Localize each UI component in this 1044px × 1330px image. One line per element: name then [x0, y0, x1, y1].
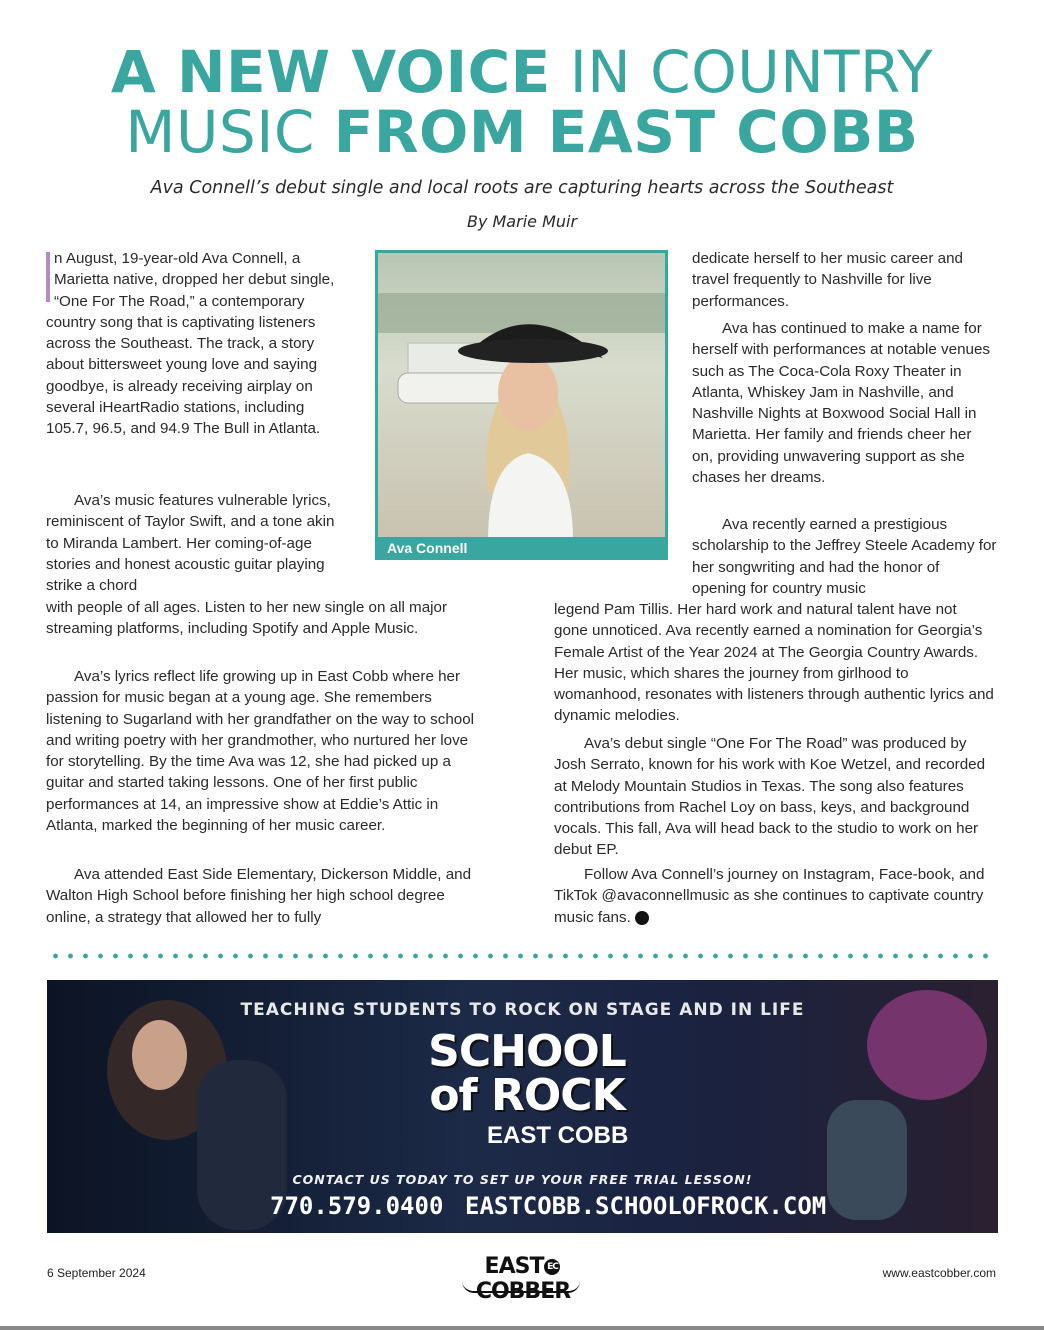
footer-logo-left: EAST: [484, 1254, 544, 1279]
ad-logo-line2: of ROCK: [429, 1070, 625, 1121]
footer-page-date: 6 September 2024: [47, 1266, 146, 1280]
headline-light-2: MUSIC: [125, 98, 334, 166]
photo-caption: Ava Connell: [375, 537, 668, 560]
article-paragraph-4: Ava attended East Side Elementary, Dickerson Middle, and Walton High School before finishing her high school degree online, a strategy that allowed her to fully: [46, 866, 472, 926]
article-paragraph-1: [46, 248, 336, 440]
headline-light-1: IN COUNTRY: [550, 38, 934, 106]
footer-logo: [448, 1254, 598, 1304]
footer-url-link[interactable]: www.eastcobber.com: [882, 1266, 996, 1280]
ad-phone[interactable]: 770.579.0400: [270, 1192, 444, 1220]
headline: [0, 38, 1044, 166]
ad-figure-drummer: [827, 1100, 907, 1220]
article-paragraph-6: Ava has continued to make a name for herself with performances at notable venues such as The Coca-Cola Roxy Theater in Atlanta, Whiskey Jam in Nashville, and Nashville Nights at Boxwood Social Hall in Marietta. Her family and friends cheer her on, providing unwavering support as she chases her dreams.: [692, 320, 991, 487]
paragraph-1-rest: a Marietta native, dropped her debut single, “One For The Road,” a contemporary country song that is captivating listeners across the Southeast. The track, a story about bittersweet young love and saying goodbye, is already receiving airplay on several iHeartRadio stations, including 105.7, 96.5, and 94.9 The Bull in Atlanta.: [46, 250, 335, 438]
article-paragraph-9: [554, 864, 994, 928]
ad-logo-line1: SCHOOL: [428, 1026, 626, 1077]
article-paragraph-2-cont: with people of all ages. Listen to her new single on all major streaming platforms, including Spotify and Apple Music.: [46, 599, 448, 638]
ad-url-link[interactable]: EASTCOBB.SCHOOLOFROCK.COM: [465, 1192, 827, 1220]
headline-bold-1: A NEW VOICE: [110, 38, 551, 106]
page-bottom-rule: [0, 1326, 1044, 1330]
subtitle: Ava Connell’s debut single and local roots are capturing hearts across the Southeast: [150, 178, 894, 198]
article-paragraph-5: dedicate herself to her music career and travel frequently to Nashville for live performances.: [692, 250, 963, 310]
ad-tagline: TEACHING STUDENTS TO ROCK ON STAGE AND IN LIFE: [240, 1000, 805, 1020]
article-paragraph-7: Ava recently earned a prestigious scholarship to the Jeffrey Steele Academy for her songwriting and had the honor of opening for country music: [692, 516, 997, 597]
article-paragraph-3: Ava’s lyrics reflect life growing up in East Cobb where her passion for music began at a young age. She remembers listening to Sugarland with her grandfather on the way to school and writing poetry with her grandmother, who nurtured her love for storytelling. By the time Ava was 12, she had picked up a guitar and started taking lessons. One of her first public performances at 14, an impressive show at Eddie’s Attic in Atlanta, marked the beginning of her music career.: [46, 668, 475, 835]
school-of-rock-ad[interactable]: [47, 980, 998, 1233]
end-mark-icon: EC: [635, 911, 649, 925]
headline-bold-2: FROM EAST COBB: [333, 98, 919, 166]
dotted-divider: [48, 953, 998, 959]
paragraph-9-text: Follow Ava Connell’s journey on Instagram, Face-book, and TikTok @avaconnellmusic as she continues to captivate country music fans.: [554, 866, 985, 926]
paragraph-1-first: n August, 19-year-old Ava Connell,: [54, 250, 288, 267]
article-paragraph-8: Ava’s debut single “One For The Road” was produced by Josh Serrato, known for his work with Koe Wetzel, and recorded at Melody Mountain Studios in Texas. The song also features contributions from Rachel Loy on bass, keys, and background vocals. This fall, Ava will head back to the studio to work on her debut EP.: [554, 735, 986, 859]
ad-cta: CONTACT US TODAY TO SET UP YOUR FREE TRIAL LESSON!: [292, 1172, 753, 1187]
footer-logo-right: COBBER: [475, 1279, 571, 1304]
byline: By Marie Muir: [466, 212, 578, 231]
article-paragraph-2: Ava’s music features vulnerable lyrics, reminiscent of Taylor Swift, and a tone akin to Miranda Lambert. Her coming-of-age stories and honest acoustic guitar playing strike a chord: [46, 492, 335, 595]
footer-logo-icon: EC: [544, 1259, 560, 1275]
ad-logo-sub: EAST COBB: [487, 1122, 629, 1149]
dropcap-bar: [46, 252, 50, 302]
ad-figure-left-face: [132, 1020, 187, 1090]
article-paragraph-7-cont: legend Pam Tillis. Her hard work and natural talent have not gone unnoticed. Ava recently earned a nomination for Georgia’s Female Artist of the Year 2024 at The Georgia Country Awards. Her music, which shares the journey from girlhood to womanhood, resonates with listeners through authentic lyrics and dynamic melodies.: [554, 601, 994, 725]
artist-photo: [375, 250, 668, 560]
footer-logo-underline: [462, 1281, 580, 1293]
